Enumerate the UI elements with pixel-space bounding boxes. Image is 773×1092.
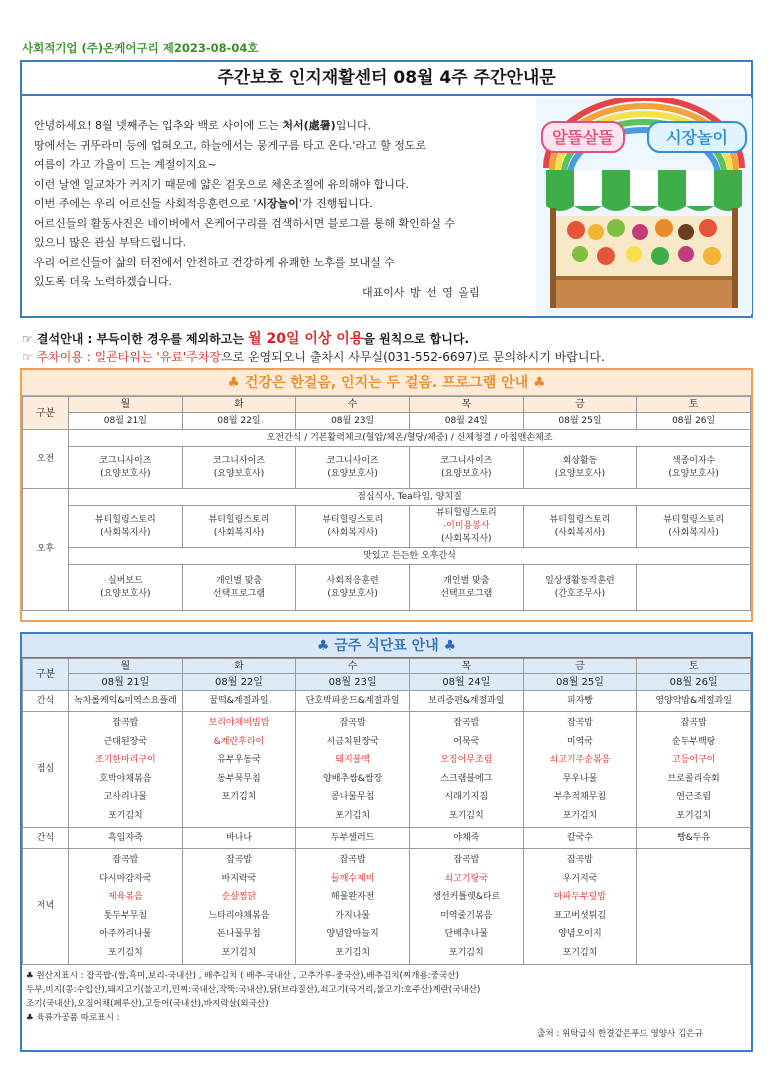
- snack1-row: [23, 691, 751, 712]
- menu-item: 잡곡밥: [453, 855, 480, 865]
- program-text: (사회복지사): [554, 527, 606, 538]
- menu-cell: 칼국수: [523, 828, 637, 849]
- program-cell: [409, 506, 523, 548]
- menu-item: 쇠고기주순볶음: [549, 755, 611, 765]
- menu-item: 우거지국: [562, 873, 598, 884]
- date-header: 08월 26일: [637, 674, 751, 691]
- menu-item: 유부우동국: [217, 755, 261, 765]
- date-row: [23, 674, 751, 691]
- menu-item: 포기김치: [448, 947, 484, 958]
- notice-emphasis: 월 20일 이상 이용: [248, 331, 364, 347]
- intro-line: 안녕하세요! 8월 넷째주는 입추와 백로 사이에 드는: [34, 119, 283, 132]
- program-text: (요양보호사): [213, 468, 265, 479]
- menu-cell: 흑임자죽: [69, 828, 183, 849]
- program-text: 뷰티힐링스토리: [94, 514, 156, 525]
- menu-item: 톳두부무침: [103, 910, 148, 921]
- program-text: (요양보호사): [668, 468, 719, 479]
- pm-snack: 맛있고 든든한 오후간식: [69, 548, 751, 565]
- intro-section: [20, 96, 753, 318]
- origin-line: 조기(국내산),오징어채(페루산),고등어(국내산),바지락살(외국산): [26, 999, 269, 1009]
- weekly-menu: [20, 632, 753, 1052]
- intro-text: [34, 116, 539, 292]
- origin-line: ♣ 원산지표시 : 잡곡밥-(쌀,흑미,보리-국내산) , 배추김치 ( 배추-국내산 , 고추가루-중국산),배추김치(찌개용:중국산): [26, 971, 459, 981]
- date-header: 08월 21일: [69, 413, 183, 430]
- menu-item: 쇠고기탕국: [444, 873, 489, 884]
- menu-item: 표고버섯튀김: [553, 910, 607, 921]
- menu-item: 근대된장국: [103, 736, 148, 747]
- program-text: 뷰티힐링스토리: [435, 508, 497, 518]
- meal-label: 저녁: [23, 849, 69, 965]
- program-cell: [523, 506, 637, 548]
- menu-cell: [637, 849, 751, 965]
- meal-label: 간식: [23, 691, 69, 712]
- intro-line: 입니다.: [335, 119, 372, 132]
- menu-item: 다시마감자국: [99, 873, 152, 884]
- origin-info: [22, 965, 751, 1041]
- menu-item: 잡곡밥: [566, 855, 593, 865]
- date-header: 08월 23일: [296, 413, 410, 430]
- program-cell: [69, 565, 183, 611]
- program-text: (요양보호사): [327, 588, 378, 599]
- menu-item: &계란후라이: [213, 736, 265, 747]
- menu-item: 돈나물무침: [217, 929, 261, 939]
- menu-item: 고사리나물: [103, 792, 148, 802]
- intro-line: 우리 어르신들이 삶의 터전에서 안전하고 건강하게 유쾌한 노후를 보내실 수: [34, 255, 395, 269]
- program-text: (요양보호사): [100, 468, 151, 479]
- menu-item: 무우나물: [562, 773, 598, 784]
- program-text: 선택프로그램: [212, 588, 266, 599]
- menu-item: 잡곡밥: [566, 718, 593, 728]
- program-text: 뷰티힐링스토리: [663, 514, 725, 525]
- day-header: 토: [637, 397, 751, 413]
- pm-snack-row: [23, 548, 751, 565]
- program-text: (간호조무사): [554, 588, 606, 599]
- image-title-1: 알뜰살뜰: [552, 128, 614, 147]
- menu-item: 돼지불백: [335, 755, 371, 765]
- program-cell: [182, 565, 296, 611]
- menu-item: 브로콜리숙회: [667, 773, 720, 784]
- program-text: (사회복지사): [213, 527, 265, 538]
- lunch-row: [23, 712, 751, 828]
- menu-item: 잡곡밥: [112, 718, 139, 728]
- day-header: 월: [69, 397, 183, 413]
- menu-item: 오징어무조림: [440, 755, 493, 765]
- menu-item: 양념오이지: [558, 929, 602, 939]
- menu-item: 포기김치: [562, 947, 598, 958]
- notice-text: 을 원칙으로 합니다.: [363, 332, 470, 346]
- program-text: 실버보드: [107, 575, 143, 586]
- meal-label: 점심: [23, 712, 69, 828]
- day-row: [23, 659, 751, 674]
- menu-item: 포기김치: [562, 810, 598, 821]
- day-header: 수: [296, 659, 410, 674]
- program-text: 일상생활동작훈련: [545, 575, 615, 586]
- date-header: 08월 25일: [523, 674, 637, 691]
- intro-line: 있도록 더욱 노력하겠습니다.: [34, 275, 173, 288]
- menu-cell: 영양약밥&계절과일: [637, 691, 751, 712]
- program-text: 색종이자수: [671, 455, 716, 466]
- menu-item: 잡곡밥: [453, 718, 480, 728]
- snack2-row: [23, 828, 751, 849]
- menu-item: 잡곡밥: [339, 855, 366, 865]
- date-header: 08월 25일: [523, 413, 637, 430]
- day-header: 목: [409, 397, 523, 413]
- day-header: 화: [182, 659, 296, 674]
- program-text: 뷰티힐링스토리: [549, 514, 611, 525]
- intro-line: 이런 날엔 일교차가 커지기 때문에 얇은 겉옷으로 체온조절에 유의해야 합니다.: [34, 177, 409, 191]
- intro-line: 여름이 가고 가을이 드는 계절이지요~: [34, 158, 217, 171]
- menu-cell: [296, 712, 410, 828]
- program-cell: [637, 506, 751, 548]
- day-header: 월: [69, 659, 183, 674]
- gubun-header: 구분: [23, 659, 69, 691]
- program-text: 사회적응훈련: [326, 575, 379, 586]
- program-cell: [409, 447, 523, 489]
- program-text: 뷰티힐링스토리: [322, 514, 384, 525]
- menu-source: 출처 : 위탁급식 한결같은푸드 영양사 김은규: [537, 1029, 703, 1039]
- program-text: (요양보호사): [100, 588, 151, 599]
- date-header: 08월 23일: [296, 674, 410, 691]
- menu-item: 단배추나물: [444, 929, 489, 939]
- intro-line: 땅에서는 귀뚜라미 등에 업혀오고, 하늘에서는 뭉게구름 타고 온다.'라고 할 정도로: [34, 138, 427, 152]
- date-header: 08월 24일: [409, 413, 523, 430]
- am-label: 오전: [23, 430, 69, 489]
- program-cell: [637, 565, 751, 611]
- am-program-row: [23, 447, 751, 489]
- notice-text: ☞ 주차이용 : 일굔타워는: [22, 350, 157, 364]
- title-box: [20, 60, 753, 96]
- menu-item: 잡곡밥: [112, 855, 139, 865]
- absence-notice: [22, 328, 469, 348]
- menu-item: 조기한마리구이: [94, 755, 156, 765]
- program-text: (사회복지사): [668, 527, 719, 538]
- intro-emphasis: 시장놀이: [256, 197, 299, 210]
- program-text: (사회복지사): [100, 527, 151, 538]
- program-text: 코그니사이즈: [326, 455, 379, 466]
- am-common: 오전간식 / 기본활력체크(혈압/체온/혈당/체중) / 신체청결 / 아침맨손체조: [69, 430, 751, 447]
- menu-cell: [69, 849, 183, 965]
- menu-cell: [182, 712, 296, 828]
- program-text: (사회복지사): [327, 527, 378, 538]
- day-header: 토: [637, 659, 751, 674]
- menu-item: 잡곡밥: [680, 718, 707, 728]
- menu-cell: 보리증편&계절과일: [409, 691, 523, 712]
- program-cell: [296, 447, 410, 489]
- page-title: 주간보호 인지재활센터 08월 4주 주간안내문: [217, 68, 556, 88]
- menu-cell: [637, 712, 751, 828]
- am-common-row: [23, 430, 751, 447]
- program-schedule: [20, 368, 753, 622]
- program-text: 뷰티힐링스토리: [208, 514, 270, 525]
- program-cell: [296, 506, 410, 548]
- meal-label: 간식: [23, 828, 69, 849]
- program-cell: [637, 447, 751, 489]
- menu-item: 포기김치: [107, 810, 143, 821]
- menu-item: 시금치된장국: [326, 736, 379, 747]
- menu-item: 시래기지짐: [444, 792, 489, 802]
- menu-item: 마파두부덮밥: [553, 892, 607, 902]
- date-header: 08월 26일: [637, 413, 751, 430]
- menu-cell: 꿀떡&계절과일: [182, 691, 296, 712]
- intro-line: 어르신들의 활동사진은 네이버에서 온케어구리를 검색하시면 블로그를 통해 확인하실 수: [34, 216, 456, 230]
- program-cell: [409, 565, 523, 611]
- date-header: 08월 22일: [182, 674, 296, 691]
- program-text: 코그니사이즈: [212, 455, 266, 466]
- pm-program2-row: [23, 565, 751, 611]
- menu-cell: [523, 849, 637, 965]
- program-text: 회상활동: [562, 455, 598, 466]
- menu-item: 보리야채비빔밥: [208, 718, 270, 728]
- document-number: 사회적기업 (주)온케어구리 제2023-08-04호: [22, 41, 259, 55]
- notice-emphasis: '유료'주차장: [156, 350, 221, 364]
- program-text: 개인별 맞춤: [443, 575, 490, 586]
- day-header: 목: [409, 659, 523, 674]
- menu-cell: [296, 849, 410, 965]
- intro-emphasis: 처서(處暑): [282, 119, 336, 132]
- date-header: 08월 24일: [409, 674, 523, 691]
- menu-item: 양배추쌈&쌈장: [323, 773, 383, 784]
- intro-line: 이번 주에는 우리 어르신들 사회적응훈련으로 ': [34, 197, 257, 210]
- program-cell: [523, 565, 637, 611]
- menu-cell: [69, 712, 183, 828]
- menu-item: 어묵국: [453, 736, 480, 747]
- menu-item: 고등어구이: [671, 755, 716, 765]
- program-text: 선택프로그램: [440, 588, 493, 599]
- parking-notice: [22, 348, 605, 365]
- program-cell: [523, 447, 637, 489]
- menu-cell: 단호박파운드&계절과일: [296, 691, 410, 712]
- program-text: -이미용봉사: [442, 521, 490, 531]
- menu-cell: 바나나: [182, 828, 296, 849]
- program-cell: [69, 447, 183, 489]
- menu-item: 잡곡밥: [225, 855, 253, 865]
- menu-item: 부추적채무침: [553, 792, 607, 802]
- menu-item: 포기김치: [335, 947, 371, 958]
- program-cell: [296, 565, 410, 611]
- program-cell: [182, 447, 296, 489]
- date-header: 08월 22일: [182, 413, 296, 430]
- menu-item: 느타리야채볶음: [208, 910, 270, 921]
- menu-cell: 녹차롤케익&미역스요플레: [69, 691, 183, 712]
- intro-line: 있으니 많은 관심 부탁드립니다.: [34, 236, 187, 249]
- day-header: 금: [523, 659, 637, 674]
- menu-item: 포기김치: [221, 947, 257, 958]
- menu-item: 잡곡밥: [339, 718, 366, 728]
- processed-meat-line: ♣ 육류가공품 따로표시 :: [26, 1013, 120, 1023]
- day-header: 수: [296, 397, 410, 413]
- program-cell: [182, 506, 296, 548]
- notice-text: ☞ 결석안내 : 부득이한 경우를 제외하고는: [22, 332, 249, 346]
- gubun-header: 구분: [23, 397, 69, 430]
- menu-item: 생선커틀렛&타르: [432, 892, 501, 902]
- menu-item: 포기김치: [221, 792, 257, 802]
- day-header: 화: [182, 397, 296, 413]
- date-row: [23, 413, 751, 430]
- dinner-row: [23, 849, 751, 965]
- menu-item: 가지나물: [335, 910, 371, 921]
- pm-common: 점심식사, Tea타임, 양치질: [69, 489, 751, 506]
- menu-cell: [409, 712, 523, 828]
- menu-item: 바지락국: [221, 873, 257, 884]
- date-header: 08월 21일: [69, 674, 183, 691]
- pm-program-row: [23, 506, 751, 548]
- pm-common-row: [23, 489, 751, 506]
- program-text: (요양보호사): [441, 468, 492, 479]
- menu-item: 제육볶음: [107, 892, 143, 902]
- menu-cell: 두부샐러드: [296, 828, 410, 849]
- origin-line: 두부,비지(콩:수입산),돼지고기(불고기,민찌:국내산,작뚝:국내산),닭(브라질산),쇠고기(국거리,불고기:호주산)계란(국내산): [26, 985, 481, 995]
- menu-title: ♣ 금주 식단표 안내 ♣: [22, 634, 751, 658]
- menu-item: 포기김치: [676, 810, 712, 821]
- program-text: 개인별 맞춤: [215, 575, 263, 586]
- menu-item: 들깨수제비: [330, 873, 375, 884]
- schedule-table: [22, 396, 751, 611]
- menu-item: 스크램블에그: [440, 773, 493, 784]
- day-header: 금: [523, 397, 637, 413]
- signature: 대표이사 방 선 영 올림: [362, 286, 480, 299]
- menu-item: 호박야채볶음: [99, 773, 152, 784]
- menu-item: 순살찜닭: [221, 892, 257, 902]
- menu-table: [22, 658, 751, 965]
- notice-text: 으로 운영되오니 출차시 사무실(031-552-6697)로 문의하시기 바랍니다.: [220, 350, 605, 364]
- menu-item: 미역국: [566, 736, 593, 747]
- menu-item: 미역줄기볶음: [440, 910, 493, 921]
- menu-item: 연근조림: [676, 792, 712, 802]
- menu-item: 해물완자전: [330, 892, 375, 902]
- menu-cell: [523, 712, 637, 828]
- pm-label: 오후: [23, 489, 69, 611]
- schedule-title: ♣ 건강은 한걸음, 인지는 두 걸음. 프로그램 안내 ♣: [22, 370, 751, 396]
- program-text: (사회복지사): [441, 534, 492, 544]
- market-play-illustration: [536, 98, 752, 314]
- program-text: 코그니사이즈: [440, 455, 493, 466]
- menu-item: 포기김치: [335, 810, 371, 821]
- menu-item: 순두부백탕: [671, 736, 716, 747]
- menu-item: 포기김치: [448, 810, 484, 821]
- intro-line: '가 진행됩니다.: [298, 197, 373, 210]
- menu-item: 아주까리나물: [99, 929, 152, 939]
- menu-item: 콩나물무침: [330, 792, 375, 802]
- image-title-2: 시장놀이: [666, 128, 728, 147]
- menu-cell: 빵&두유: [637, 828, 751, 849]
- program-cell: [69, 506, 183, 548]
- program-text: 코그니사이즈: [99, 455, 152, 466]
- program-text: (요양보호사): [327, 468, 378, 479]
- program-text: (요양보호사): [554, 468, 606, 479]
- menu-cell: [409, 849, 523, 965]
- menu-cell: 야채죽: [409, 828, 523, 849]
- menu-item: 포기김치: [107, 947, 143, 958]
- menu-cell: [182, 849, 296, 965]
- day-row: [23, 397, 751, 413]
- menu-item: 동부묵무침: [217, 773, 261, 784]
- menu-item: 양념알마늘지: [326, 929, 379, 939]
- menu-cell: 피자빵: [523, 691, 637, 712]
